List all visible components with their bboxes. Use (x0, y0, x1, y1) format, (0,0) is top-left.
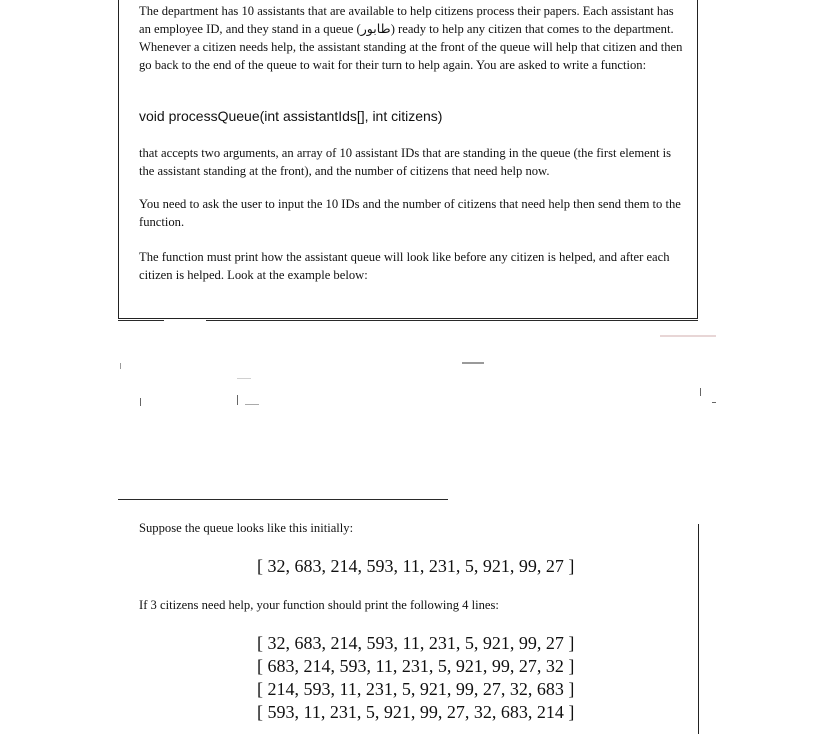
output-line: [ 683, 214, 593, 11, 231, 5, 921, 99, 27, 32 ] (257, 656, 575, 676)
suppose-text: Suppose the queue looks like this initially: (139, 521, 354, 535)
output-paragraph: The function must print how the assistant queue will look like before any citizen is helped, and after each citizen is helped. Look at the example below: (139, 250, 670, 282)
input-paragraph: You need to ask the user to input the 10 IDs and the number of citizens that need help then send them to the function. (139, 197, 681, 229)
page-break-line (118, 320, 164, 321)
page-break-line (206, 320, 698, 321)
function-signature: void processQueue(int assistantIds[], int citizens) (139, 108, 443, 124)
if-text: If 3 citizens need help, your function should print the following 4 lines: (139, 598, 499, 612)
scan-artifact (660, 335, 716, 337)
output-line: [ 593, 11, 231, 5, 921, 99, 27, 32, 683, 214 ] (257, 702, 575, 722)
initial-queue: [ 32, 683, 214, 593, 11, 231, 5, 921, 99, 27 ] (257, 556, 575, 576)
output-line: [ 214, 593, 11, 231, 5, 921, 99, 27, 32, 683 ] (257, 679, 575, 699)
page-border (698, 524, 699, 734)
scan-artifact (712, 402, 716, 403)
scan-artifact (120, 363, 121, 369)
intro-paragraph: The department has 10 assistants that are available to help citizens process their papers. Each assistant has an employee ID, and they stand in a queue (طابور) ready to help any citizen that comes to the department. Whenever a citizen needs help, the assistant standing at the front of the queue will help that citizen and then go back to the end of the queue to wait for their turn to help again. You are asked to write a function: (139, 4, 683, 72)
page-break-line (118, 499, 448, 500)
scan-artifact (700, 388, 701, 396)
scan-artifact (237, 395, 238, 405)
scan-artifact (237, 378, 251, 379)
scan-artifact (140, 398, 141, 406)
scan-artifact (462, 362, 484, 364)
arguments-paragraph: that accepts two arguments, an array of 10 assistant IDs that are standing in the queue (the first element is the assistant standing at the front), and the number of citizens that need help now. (139, 146, 672, 178)
output-line: [ 32, 683, 214, 593, 11, 231, 5, 921, 99, 27 ] (257, 633, 575, 653)
scan-artifact (245, 404, 259, 405)
